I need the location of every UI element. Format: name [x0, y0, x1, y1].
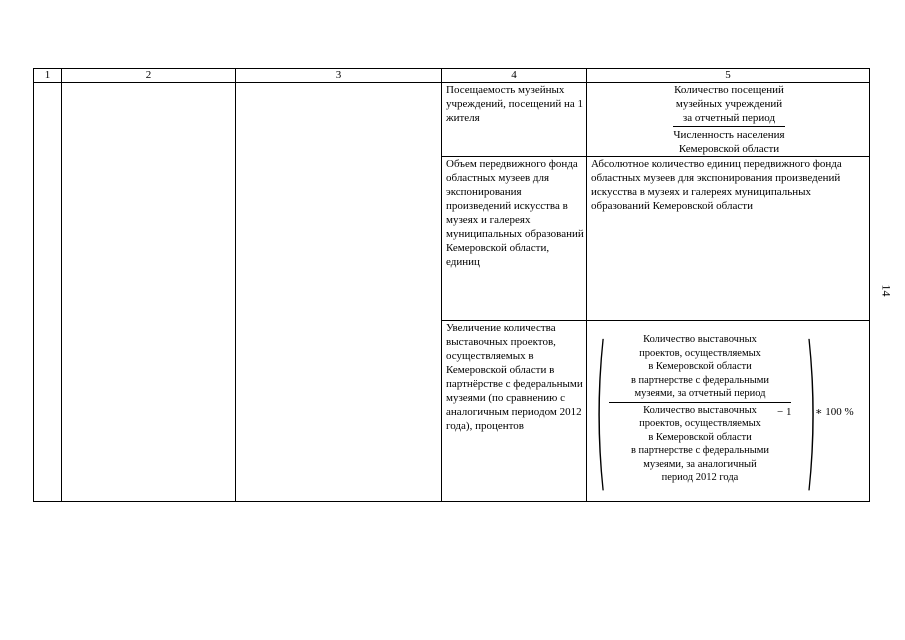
fraction-formula [673, 83, 784, 156]
formula-line: в партнерстве с федеральными [630, 445, 770, 456]
formula-line: в Кемеровской области [648, 431, 752, 443]
percentage-formula [591, 311, 867, 509]
indicators-table [33, 68, 870, 509]
table-row [34, 83, 870, 157]
indicator-cell: Посещаемость музейных учреждений, посещений на 1 жителя [442, 83, 587, 157]
formula-cell: Абсолютное количество единиц передвижного фонда областных музеев для экспонирования произведений искусства в музеях и галереях муниципальных образований Кемеровской области [587, 157, 870, 321]
formula-cell [587, 311, 870, 509]
header-cell: 2 [62, 69, 236, 83]
formula-line: проектов, осуществляемых [639, 347, 761, 359]
page-number: 14 [879, 284, 894, 297]
empty-cell [62, 83, 236, 502]
times-hundred-percent: ∗ 100 % [815, 406, 854, 418]
formula-line: в партнерстве с федеральными [630, 374, 770, 386]
indicator-cell: Объем передвижного фонда областных музеев для экспонирования произведений искусства в музеях и галереях муниципальных образований Кемеровской области, единиц [442, 157, 587, 321]
formula-line: Количество посещений [674, 84, 784, 96]
formula-line: период 2012 года [661, 472, 739, 483]
header-cell: 4 [442, 69, 587, 83]
formula-line: Количество выставочных [643, 404, 757, 416]
left-parenthesis: ( [595, 311, 607, 509]
formula-cell [587, 83, 870, 157]
formula-line: музеями, за аналогичный [643, 458, 757, 470]
empty-cell [236, 83, 442, 502]
indicator-cell: Увеличение количества выставочных проектов, осуществляемых в Кемеровской области в партнёрстве с федеральными музеями (по сравнению с аналогичным периодом 2012 года), процентов [442, 321, 587, 502]
minus-one: − 1 [777, 406, 792, 418]
header-cell: 5 [587, 69, 870, 83]
formula-line: музеями, за отчетный период [634, 388, 766, 399]
formula-line: Количество выставочных [643, 334, 757, 345]
formula-line: Численность населения [673, 129, 785, 141]
right-parenthesis: ) [805, 311, 817, 509]
fraction-bar [673, 126, 784, 127]
fraction-bar [609, 402, 791, 403]
formula-line: проектов, осуществляемых [639, 418, 761, 429]
fraction-formula [605, 333, 795, 485]
header-row [34, 69, 870, 83]
header-cell: 1 [34, 69, 62, 83]
header-cell: 3 [236, 69, 442, 83]
formula-line: в Кемеровской области [648, 361, 752, 372]
formula-line: Кемеровской области [678, 143, 780, 155]
formula-line: музейных учреждений [675, 98, 783, 110]
formula-line: за отчетный период [682, 112, 776, 124]
empty-cell [34, 83, 62, 502]
